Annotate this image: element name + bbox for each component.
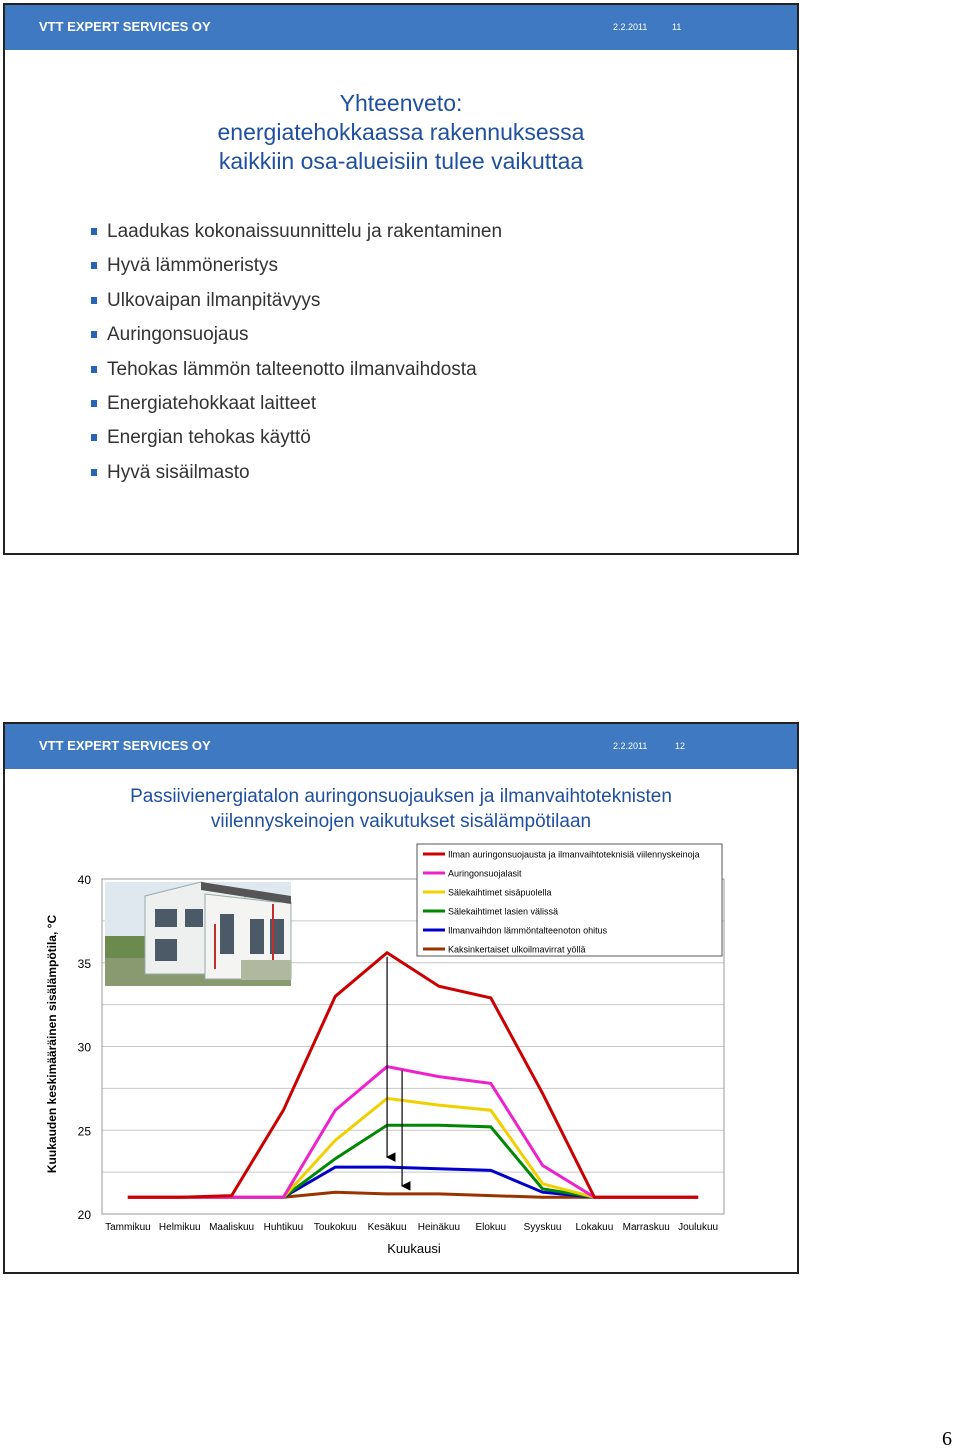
bullet-text: Laadukas kokonaissuunnittelu ja rakentaminen bbox=[107, 221, 503, 242]
temperature-line-chart bbox=[5, 724, 797, 1272]
x-tick-label: Elokuu bbox=[475, 1222, 507, 1233]
title-line: kaikkiin osa-alueisiin tulee vaikuttaa bbox=[218, 148, 584, 174]
x-tick-label: Tammikuu bbox=[105, 1222, 151, 1233]
x-tick-label: Marraskuu bbox=[622, 1222, 670, 1233]
legend-label: Sälekaihtimet lasien välissä bbox=[448, 906, 559, 917]
legend-label: Kaksinkertaiset ulkoilmavirrat yöllä bbox=[448, 944, 586, 955]
x-tick-label: Syyskuu bbox=[523, 1222, 562, 1233]
series-line bbox=[128, 1125, 698, 1197]
bullet-text: Hyvä lämmöneristys bbox=[107, 255, 279, 277]
x-tick-label: Kesäkuu bbox=[367, 1222, 407, 1233]
square-bullet-icon bbox=[91, 228, 97, 235]
bullet-item bbox=[90, 324, 502, 358]
title-line: energiatehokkaassa rakennuksessa bbox=[217, 119, 585, 145]
y-tick-label: 20 bbox=[77, 1208, 91, 1222]
bullet-item bbox=[90, 462, 502, 496]
x-tick-label: Heinäkuu bbox=[417, 1222, 461, 1233]
bullet-item bbox=[90, 359, 502, 393]
square-bullet-icon bbox=[91, 434, 97, 441]
square-bullet-icon bbox=[91, 262, 97, 269]
x-tick-label: Joulukuu bbox=[678, 1222, 719, 1233]
bullet-text: Energiatehokkaat laitteet bbox=[107, 392, 317, 414]
slide-11 bbox=[3, 3, 799, 555]
title-line: viilennyskeinojen vaikutukset sisälämpötilaan bbox=[210, 811, 592, 832]
bullet-list bbox=[90, 221, 502, 496]
legend-box bbox=[417, 844, 722, 956]
title-line: Yhteenveto: bbox=[339, 90, 463, 116]
square-bullet-icon bbox=[91, 469, 97, 476]
title-line: Passiivienergiatalon auringonsuojauksen ja ilmanvaihtoteknisten bbox=[130, 786, 672, 807]
company-name: VTT EXPERT SERVICES OY bbox=[39, 19, 211, 34]
legend-label: Ilman auringonsuojausta ja ilmanvaihtoteknisiä viilennyskeinoja bbox=[448, 849, 700, 860]
series-line bbox=[128, 1067, 698, 1198]
bullet-item bbox=[90, 255, 502, 289]
x-tick-label: Huhtikuu bbox=[263, 1222, 304, 1233]
page-number: 6 bbox=[942, 1428, 952, 1450]
x-axis-label: Kuukausi bbox=[387, 1241, 441, 1256]
square-bullet-icon bbox=[91, 366, 97, 373]
y-axis-label: Kuukauden keskimääräinen sisälämpötila, °C bbox=[45, 914, 59, 1174]
series-line bbox=[128, 953, 698, 1198]
y-tick-label: 30 bbox=[77, 1040, 91, 1055]
bullet-text: Hyvä sisäilmasto bbox=[107, 461, 250, 483]
slide-date: 2.2.2011 bbox=[613, 22, 648, 32]
x-tick-label: Maaliskuu bbox=[209, 1222, 255, 1233]
slide-number: 11 bbox=[672, 22, 682, 32]
slide-date: 2.2.2011 bbox=[613, 741, 648, 751]
bullet-text: Energian tehokas käyttö bbox=[107, 427, 311, 449]
x-tick-label: Helmikuu bbox=[158, 1222, 201, 1233]
square-bullet-icon bbox=[91, 297, 97, 304]
house-photo bbox=[105, 882, 291, 986]
x-tick-label: Lokakuu bbox=[575, 1222, 614, 1233]
y-tick-label: 40 bbox=[77, 873, 91, 887]
slide-header bbox=[5, 5, 797, 50]
legend-label: Ilmanvaihdon lämmöntalteenoton ohitus bbox=[448, 925, 608, 936]
bullet-item bbox=[90, 393, 502, 427]
legend-label: Sälekaihtimet sisäpuolella bbox=[448, 887, 552, 898]
bullet-text: Ulkovaipan ilmanpitävyys bbox=[107, 289, 321, 311]
legend-label: Auringonsuojalasit bbox=[448, 868, 522, 879]
y-tick-label: 35 bbox=[77, 956, 91, 971]
series-lines bbox=[128, 953, 698, 1198]
slide-number: 12 bbox=[675, 741, 686, 751]
slide-12 bbox=[3, 722, 799, 1274]
x-tick-label: Toukokuu bbox=[313, 1222, 357, 1233]
bullet-item bbox=[90, 221, 502, 255]
slide-title bbox=[5, 89, 797, 176]
effect-arrows bbox=[387, 957, 402, 1186]
bullet-item bbox=[90, 290, 502, 324]
bullet-item bbox=[90, 427, 502, 461]
square-bullet-icon bbox=[91, 400, 97, 407]
bullet-text: Tehokas lämmön talteenotto ilmanvaihdosta bbox=[107, 358, 477, 380]
y-tick-label: 25 bbox=[77, 1124, 91, 1139]
legend bbox=[417, 844, 722, 956]
series-line bbox=[128, 1098, 698, 1197]
square-bullet-icon bbox=[91, 331, 97, 338]
bullet-text: Auringonsuojaus bbox=[107, 324, 249, 346]
company-name: VTT EXPERT SERVICES OY bbox=[39, 738, 211, 753]
